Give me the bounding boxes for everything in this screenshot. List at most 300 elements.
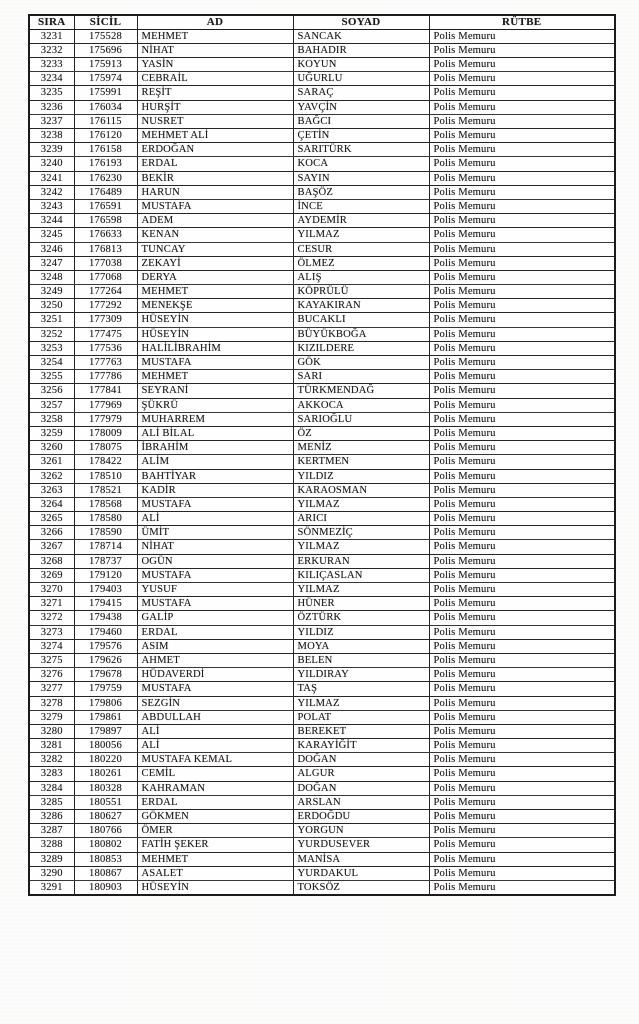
cell-ad: MEHMET ALİ — [137, 129, 293, 143]
cell-sicil: 176591 — [74, 199, 137, 213]
cell-rutbe: Polis Memuru — [429, 838, 615, 852]
cell-sira: 3284 — [29, 781, 74, 795]
cell-soyad: AKKOCA — [293, 398, 429, 412]
column-header-ad: AD — [137, 15, 293, 29]
table-row — [29, 696, 615, 710]
cell-rutbe: Polis Memuru — [429, 497, 615, 511]
cell-sicil: 178009 — [74, 426, 137, 440]
cell-sicil: 176193 — [74, 157, 137, 171]
cell-sicil: 176120 — [74, 129, 137, 143]
cell-rutbe: Polis Memuru — [429, 710, 615, 724]
table-row — [29, 441, 615, 455]
cell-sicil: 177979 — [74, 412, 137, 426]
cell-sira: 3268 — [29, 554, 74, 568]
table-row — [29, 270, 615, 284]
cell-soyad: İNCE — [293, 199, 429, 213]
cell-ad: DERYA — [137, 270, 293, 284]
table-row — [29, 398, 615, 412]
table-row — [29, 497, 615, 511]
cell-rutbe: Polis Memuru — [429, 426, 615, 440]
cell-sira: 3288 — [29, 838, 74, 852]
cell-soyad: KAYAKIRAN — [293, 299, 429, 313]
cell-rutbe: Polis Memuru — [429, 512, 615, 526]
cell-soyad: MANİSA — [293, 852, 429, 866]
cell-soyad: BAHADIR — [293, 43, 429, 57]
table-row — [29, 199, 615, 213]
cell-rutbe: Polis Memuru — [429, 696, 615, 710]
cell-soyad: BAŞÖZ — [293, 185, 429, 199]
cell-sira: 3235 — [29, 86, 74, 100]
table-row — [29, 327, 615, 341]
cell-rutbe: Polis Memuru — [429, 270, 615, 284]
cell-rutbe: Polis Memuru — [429, 242, 615, 256]
cell-sira: 3276 — [29, 668, 74, 682]
table-row — [29, 455, 615, 469]
cell-rutbe: Polis Memuru — [429, 398, 615, 412]
cell-sira: 3267 — [29, 540, 74, 554]
cell-rutbe: Polis Memuru — [429, 597, 615, 611]
cell-rutbe: Polis Memuru — [429, 157, 615, 171]
cell-sira: 3273 — [29, 625, 74, 639]
table-row — [29, 597, 615, 611]
cell-rutbe: Polis Memuru — [429, 441, 615, 455]
cell-sicil: 175974 — [74, 72, 137, 86]
cell-sira: 3242 — [29, 185, 74, 199]
cell-sicil: 176115 — [74, 114, 137, 128]
cell-rutbe: Polis Memuru — [429, 753, 615, 767]
cell-rutbe: Polis Memuru — [429, 483, 615, 497]
table-row — [29, 625, 615, 639]
cell-sira: 3285 — [29, 795, 74, 809]
cell-sicil: 177969 — [74, 398, 137, 412]
cell-sicil: 179626 — [74, 653, 137, 667]
cell-sira: 3279 — [29, 710, 74, 724]
table-row — [29, 880, 615, 894]
cell-ad: CEMİL — [137, 767, 293, 781]
cell-sira: 3258 — [29, 412, 74, 426]
cell-sicil: 178422 — [74, 455, 137, 469]
cell-rutbe: Polis Memuru — [429, 313, 615, 327]
cell-soyad: SARIOĞLU — [293, 412, 429, 426]
cell-sira: 3264 — [29, 497, 74, 511]
cell-rutbe: Polis Memuru — [429, 129, 615, 143]
table-row — [29, 583, 615, 597]
cell-ad: MEHMET — [137, 29, 293, 43]
cell-rutbe: Polis Memuru — [429, 199, 615, 213]
cell-sicil: 179806 — [74, 696, 137, 710]
cell-soyad: ÖZTÜRK — [293, 611, 429, 625]
cell-rutbe: Polis Memuru — [429, 682, 615, 696]
cell-soyad: KIZILDERE — [293, 341, 429, 355]
cell-ad: KENAN — [137, 228, 293, 242]
table-row — [29, 781, 615, 795]
cell-sicil: 178580 — [74, 512, 137, 526]
personnel-table — [28, 14, 616, 896]
cell-rutbe: Polis Memuru — [429, 412, 615, 426]
cell-rutbe: Polis Memuru — [429, 58, 615, 72]
table-row — [29, 639, 615, 653]
table-row — [29, 214, 615, 228]
cell-sicil: 178590 — [74, 526, 137, 540]
cell-sira: 3252 — [29, 327, 74, 341]
table-row — [29, 568, 615, 582]
cell-rutbe: Polis Memuru — [429, 285, 615, 299]
cell-ad: HALİLİBRAHİM — [137, 341, 293, 355]
cell-ad: HARUN — [137, 185, 293, 199]
cell-sicil: 177475 — [74, 327, 137, 341]
cell-sira: 3277 — [29, 682, 74, 696]
table-row — [29, 143, 615, 157]
cell-sira: 3290 — [29, 866, 74, 880]
cell-sicil: 175991 — [74, 86, 137, 100]
cell-sira: 3240 — [29, 157, 74, 171]
cell-soyad: KÖPRÜLÜ — [293, 285, 429, 299]
cell-sicil: 177536 — [74, 341, 137, 355]
cell-soyad: YORGUN — [293, 824, 429, 838]
cell-rutbe: Polis Memuru — [429, 639, 615, 653]
table-row — [29, 100, 615, 114]
table-row — [29, 43, 615, 57]
cell-sicil: 175696 — [74, 43, 137, 57]
table-row — [29, 724, 615, 738]
cell-sira: 3281 — [29, 739, 74, 753]
cell-sira: 3248 — [29, 270, 74, 284]
cell-sira: 3239 — [29, 143, 74, 157]
table-row — [29, 526, 615, 540]
cell-sira: 3256 — [29, 384, 74, 398]
cell-sicil: 179678 — [74, 668, 137, 682]
cell-rutbe: Polis Memuru — [429, 341, 615, 355]
cell-sicil: 177068 — [74, 270, 137, 284]
cell-sicil: 180551 — [74, 795, 137, 809]
cell-sira: 3247 — [29, 256, 74, 270]
cell-soyad: ERDOĞDU — [293, 810, 429, 824]
cell-sicil: 178510 — [74, 469, 137, 483]
cell-rutbe: Polis Memuru — [429, 214, 615, 228]
cell-soyad: YILMAZ — [293, 497, 429, 511]
cell-soyad: YILDIZ — [293, 469, 429, 483]
cell-rutbe: Polis Memuru — [429, 327, 615, 341]
cell-ad: ALİ — [137, 512, 293, 526]
cell-soyad: ÖLMEZ — [293, 256, 429, 270]
cell-soyad: ARICI — [293, 512, 429, 526]
cell-sicil: 177841 — [74, 384, 137, 398]
cell-rutbe: Polis Memuru — [429, 114, 615, 128]
cell-rutbe: Polis Memuru — [429, 72, 615, 86]
cell-ad: GALİP — [137, 611, 293, 625]
cell-sicil: 176489 — [74, 185, 137, 199]
cell-soyad: YILDIRAY — [293, 668, 429, 682]
cell-sicil: 176158 — [74, 143, 137, 157]
cell-rutbe: Polis Memuru — [429, 739, 615, 753]
cell-soyad: DOĞAN — [293, 781, 429, 795]
cell-ad: MUSTAFA KEMAL — [137, 753, 293, 767]
cell-soyad: YAVÇİN — [293, 100, 429, 114]
cell-sira: 3237 — [29, 114, 74, 128]
cell-soyad: MOYA — [293, 639, 429, 653]
cell-ad: KADİR — [137, 483, 293, 497]
cell-soyad: KOYUN — [293, 58, 429, 72]
table-row — [29, 384, 615, 398]
cell-soyad: KOCA — [293, 157, 429, 171]
cell-soyad: SARITÜRK — [293, 143, 429, 157]
cell-sicil: 177786 — [74, 370, 137, 384]
cell-soyad: YILMAZ — [293, 583, 429, 597]
cell-sira: 3245 — [29, 228, 74, 242]
cell-soyad: SÖNMEZİÇ — [293, 526, 429, 540]
column-header-sira: SIRA — [29, 15, 74, 29]
cell-ad: MUSTAFA — [137, 497, 293, 511]
table-row — [29, 682, 615, 696]
cell-ad: SEZGİN — [137, 696, 293, 710]
cell-soyad: SARAÇ — [293, 86, 429, 100]
cell-sira: 3291 — [29, 880, 74, 894]
cell-rutbe: Polis Memuru — [429, 668, 615, 682]
cell-soyad: TAŞ — [293, 682, 429, 696]
cell-rutbe: Polis Memuru — [429, 29, 615, 43]
cell-sicil: 179120 — [74, 568, 137, 582]
cell-sira: 3283 — [29, 767, 74, 781]
cell-sicil: 177763 — [74, 356, 137, 370]
cell-soyad: BELEN — [293, 653, 429, 667]
cell-sira: 3289 — [29, 852, 74, 866]
cell-soyad: ERKURAN — [293, 554, 429, 568]
cell-soyad: KARAYİĞİT — [293, 739, 429, 753]
cell-sira: 3262 — [29, 469, 74, 483]
column-header-soyad: SOYAD — [293, 15, 429, 29]
cell-ad: ERDAL — [137, 157, 293, 171]
cell-ad: NİHAT — [137, 540, 293, 554]
cell-rutbe: Polis Memuru — [429, 384, 615, 398]
table-row — [29, 370, 615, 384]
cell-sira: 3278 — [29, 696, 74, 710]
cell-soyad: HÜNER — [293, 597, 429, 611]
table-row — [29, 866, 615, 880]
cell-sicil: 177292 — [74, 299, 137, 313]
table-row — [29, 753, 615, 767]
cell-sira: 3246 — [29, 242, 74, 256]
cell-sira: 3271 — [29, 597, 74, 611]
cell-sicil: 180627 — [74, 810, 137, 824]
cell-ad: ZEKAYİ — [137, 256, 293, 270]
cell-rutbe: Polis Memuru — [429, 852, 615, 866]
cell-ad: HÜSEYİN — [137, 880, 293, 894]
cell-rutbe: Polis Memuru — [429, 86, 615, 100]
cell-sicil: 178568 — [74, 497, 137, 511]
cell-rutbe: Polis Memuru — [429, 611, 615, 625]
cell-soyad: SAYIN — [293, 171, 429, 185]
table-row — [29, 29, 615, 43]
cell-ad: ERDAL — [137, 625, 293, 639]
cell-ad: MUSTAFA — [137, 682, 293, 696]
cell-sicil: 180853 — [74, 852, 137, 866]
table-row — [29, 285, 615, 299]
cell-sicil: 179576 — [74, 639, 137, 653]
cell-ad: YASİN — [137, 58, 293, 72]
cell-soyad: UĞURLU — [293, 72, 429, 86]
cell-sira: 3250 — [29, 299, 74, 313]
cell-soyad: BUCAKLI — [293, 313, 429, 327]
cell-sira: 3282 — [29, 753, 74, 767]
cell-ad: ERDOĞAN — [137, 143, 293, 157]
cell-ad: MEHMET — [137, 285, 293, 299]
cell-rutbe: Polis Memuru — [429, 455, 615, 469]
cell-soyad: KERTMEN — [293, 455, 429, 469]
cell-sicil: 180903 — [74, 880, 137, 894]
cell-rutbe: Polis Memuru — [429, 583, 615, 597]
cell-ad: GÖKMEN — [137, 810, 293, 824]
table-row — [29, 157, 615, 171]
table-row — [29, 838, 615, 852]
cell-soyad: YURDUSEVER — [293, 838, 429, 852]
table-row — [29, 114, 615, 128]
cell-ad: ERDAL — [137, 795, 293, 809]
cell-rutbe: Polis Memuru — [429, 824, 615, 838]
cell-ad: AHMET — [137, 653, 293, 667]
cell-ad: MUSTAFA — [137, 356, 293, 370]
cell-soyad: YURDAKUL — [293, 866, 429, 880]
cell-soyad: ALIŞ — [293, 270, 429, 284]
cell-ad: BAHTİYAR — [137, 469, 293, 483]
cell-sira: 3272 — [29, 611, 74, 625]
cell-rutbe: Polis Memuru — [429, 256, 615, 270]
cell-soyad: ÇETİN — [293, 129, 429, 143]
cell-sira: 3280 — [29, 724, 74, 738]
cell-ad: FATİH ŞEKER — [137, 838, 293, 852]
table-row — [29, 426, 615, 440]
cell-sira: 3254 — [29, 356, 74, 370]
cell-soyad: CESUR — [293, 242, 429, 256]
cell-ad: KAHRAMAN — [137, 781, 293, 795]
cell-rutbe: Polis Memuru — [429, 795, 615, 809]
cell-ad: YUSUF — [137, 583, 293, 597]
cell-soyad: TOKSÖZ — [293, 880, 429, 894]
cell-sira: 3255 — [29, 370, 74, 384]
cell-sira: 3265 — [29, 512, 74, 526]
cell-soyad: YILMAZ — [293, 228, 429, 242]
cell-sicil: 179861 — [74, 710, 137, 724]
table-row — [29, 739, 615, 753]
cell-ad: NİHAT — [137, 43, 293, 57]
cell-sira: 3259 — [29, 426, 74, 440]
cell-sira: 3275 — [29, 653, 74, 667]
cell-sira: 3266 — [29, 526, 74, 540]
cell-sira: 3238 — [29, 129, 74, 143]
cell-soyad: GÖK — [293, 356, 429, 370]
table-row — [29, 313, 615, 327]
cell-sicil: 180220 — [74, 753, 137, 767]
cell-ad: OGÜN — [137, 554, 293, 568]
cell-sicil: 180802 — [74, 838, 137, 852]
table-row — [29, 58, 615, 72]
cell-rutbe: Polis Memuru — [429, 171, 615, 185]
cell-sicil: 178521 — [74, 483, 137, 497]
table-row — [29, 710, 615, 724]
cell-rutbe: Polis Memuru — [429, 625, 615, 639]
cell-soyad: KARAOSMAN — [293, 483, 429, 497]
cell-sira: 3236 — [29, 100, 74, 114]
cell-rutbe: Polis Memuru — [429, 653, 615, 667]
cell-ad: İBRAHİM — [137, 441, 293, 455]
cell-rutbe: Polis Memuru — [429, 781, 615, 795]
table-row — [29, 242, 615, 256]
cell-rutbe: Polis Memuru — [429, 554, 615, 568]
table-row — [29, 810, 615, 824]
table-row — [29, 668, 615, 682]
cell-ad: ALİ — [137, 739, 293, 753]
cell-sicil: 180328 — [74, 781, 137, 795]
cell-sicil: 180766 — [74, 824, 137, 838]
cell-ad: HÜSEYİN — [137, 327, 293, 341]
cell-sira: 3260 — [29, 441, 74, 455]
cell-rutbe: Polis Memuru — [429, 724, 615, 738]
cell-sira: 3270 — [29, 583, 74, 597]
cell-sicil: 180867 — [74, 866, 137, 880]
cell-ad: MUSTAFA — [137, 568, 293, 582]
table-row — [29, 299, 615, 313]
cell-ad: CEBRAİL — [137, 72, 293, 86]
cell-soyad: SARI — [293, 370, 429, 384]
cell-sicil: 179897 — [74, 724, 137, 738]
cell-sicil: 179460 — [74, 625, 137, 639]
cell-soyad: POLAT — [293, 710, 429, 724]
cell-sira: 3249 — [29, 285, 74, 299]
cell-rutbe: Polis Memuru — [429, 526, 615, 540]
cell-ad: ÜMİT — [137, 526, 293, 540]
cell-sicil: 177038 — [74, 256, 137, 270]
cell-sira: 3241 — [29, 171, 74, 185]
table-row — [29, 469, 615, 483]
cell-sicil: 180261 — [74, 767, 137, 781]
cell-soyad: TÜRKMENDAĞ — [293, 384, 429, 398]
cell-sira: 3231 — [29, 29, 74, 43]
cell-soyad: YILDIZ — [293, 625, 429, 639]
cell-ad: ADEM — [137, 214, 293, 228]
cell-rutbe: Polis Memuru — [429, 880, 615, 894]
cell-rutbe: Polis Memuru — [429, 143, 615, 157]
table-body — [29, 29, 615, 894]
cell-sicil: 176633 — [74, 228, 137, 242]
cell-ad: ASIM — [137, 639, 293, 653]
cell-sira: 3287 — [29, 824, 74, 838]
cell-sicil: 175528 — [74, 29, 137, 43]
table-row — [29, 554, 615, 568]
cell-ad: ALİ — [137, 724, 293, 738]
cell-sicil: 179759 — [74, 682, 137, 696]
cell-ad: HÜSEYİN — [137, 313, 293, 327]
column-header-sicil: SİCİL — [74, 15, 137, 29]
cell-ad: SEYRANİ — [137, 384, 293, 398]
cell-rutbe: Polis Memuru — [429, 866, 615, 880]
cell-sicil: 178075 — [74, 441, 137, 455]
cell-soyad: BAĞCI — [293, 114, 429, 128]
table-row — [29, 185, 615, 199]
cell-sira: 3286 — [29, 810, 74, 824]
table-row — [29, 412, 615, 426]
cell-rutbe: Polis Memuru — [429, 370, 615, 384]
cell-rutbe: Polis Memuru — [429, 540, 615, 554]
table-row — [29, 341, 615, 355]
table-row — [29, 86, 615, 100]
cell-sira: 3261 — [29, 455, 74, 469]
cell-ad: HÜDAVERDİ — [137, 668, 293, 682]
cell-ad: BEKİR — [137, 171, 293, 185]
cell-ad: ASALET — [137, 866, 293, 880]
cell-sira: 3251 — [29, 313, 74, 327]
cell-ad: ABDULLAH — [137, 710, 293, 724]
cell-ad: ŞÜKRÜ — [137, 398, 293, 412]
cell-soyad: ARSLAN — [293, 795, 429, 809]
